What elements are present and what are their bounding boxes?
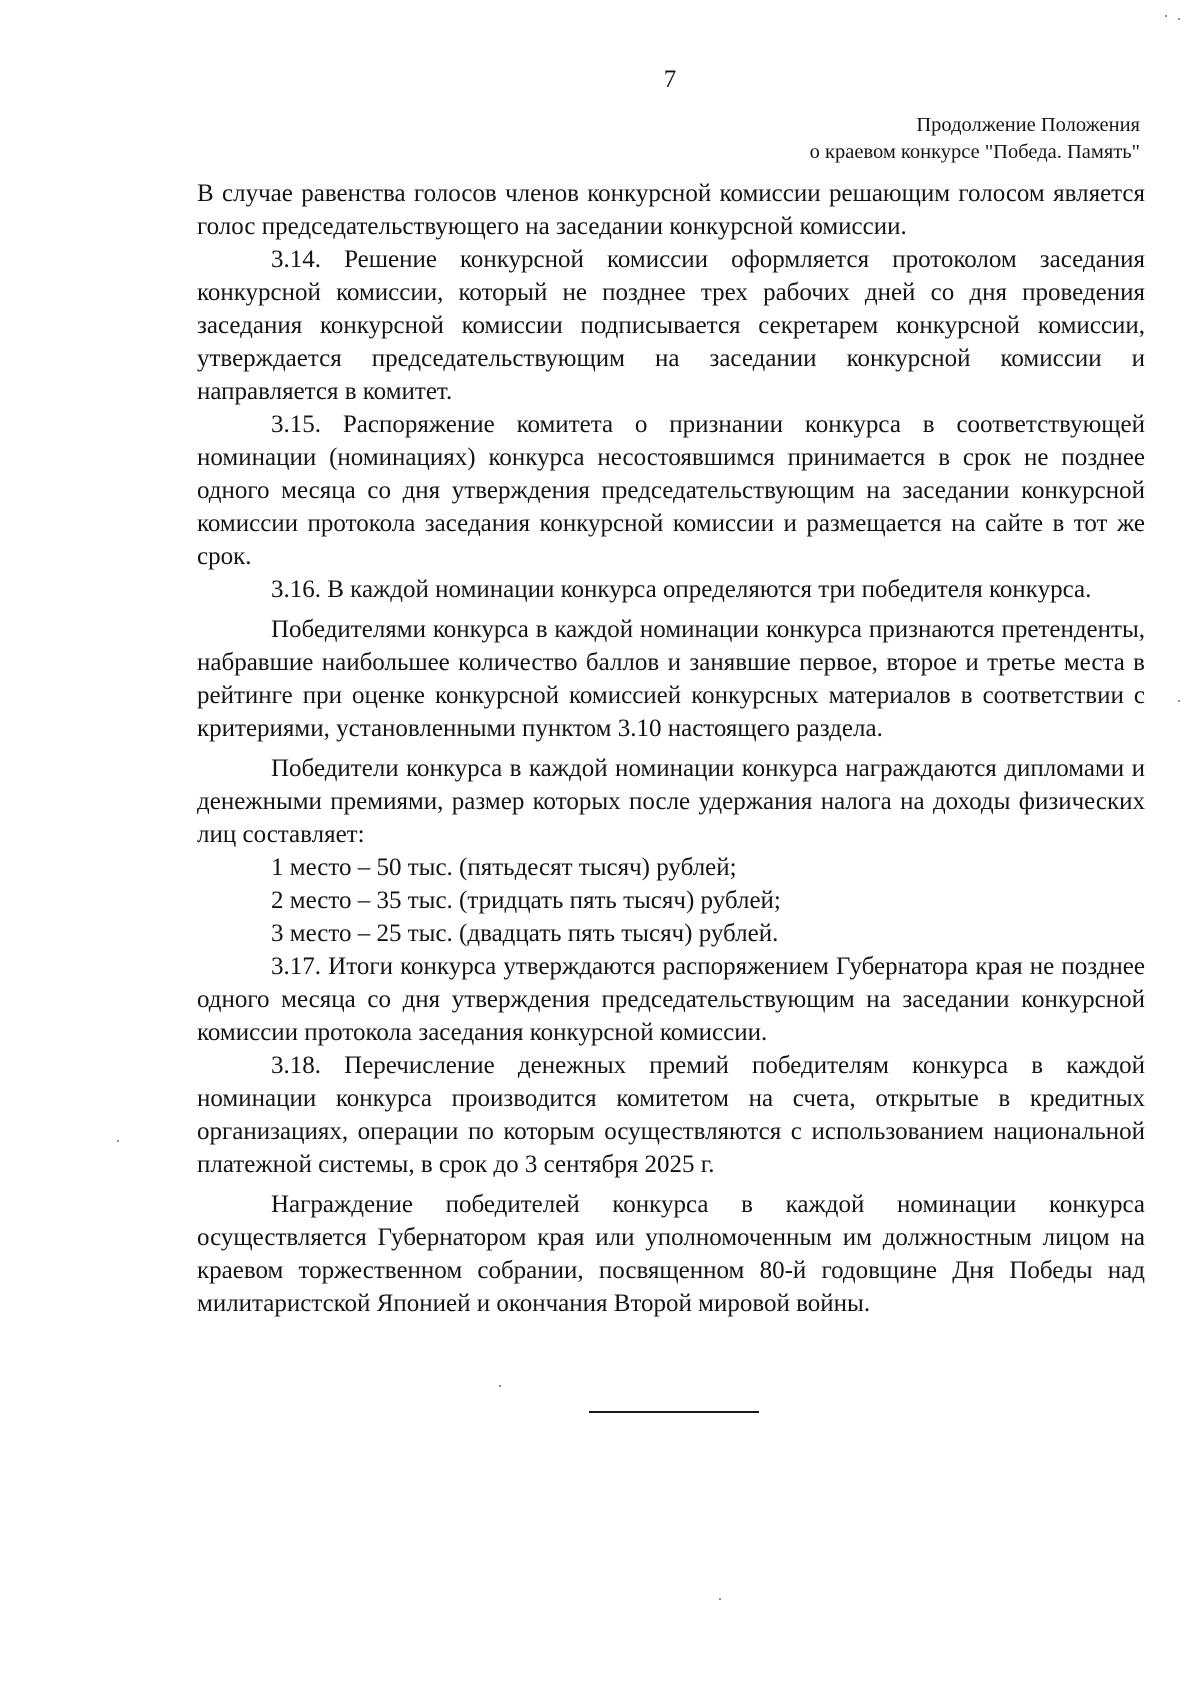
scan-speck (1178, 18, 1180, 20)
paragraph-3-14: 3.14. Решение конкурсной комиссии оформляется протоколом заседания конкурсной комиссии, который не позднее трех рабочих дней со дня проведения заседания конкурсной комиссии подписывается секретарем конкурсной комиссии, утверждается председательствующим на заседании конкурсной комиссии и направляется в комитет. (197, 246, 1145, 405)
document-body (197, 177, 1145, 1320)
scan-speck (719, 1598, 721, 1600)
header-continuation-line: Продолжение Положения (916, 114, 1140, 136)
prize-first-place: 1 место – 50 тыс. (пятьдесят тысяч) рублей; (271, 854, 737, 881)
scan-speck (499, 1385, 501, 1387)
scan-speck (1178, 700, 1180, 702)
paragraph-3-16: 3.16. В каждой номинации конкурса определяются три победителя конкурса. (271, 576, 1092, 603)
document-header-note (680, 112, 1140, 166)
paragraph-3-18: 3.18. Перечисление денежных премий победителям конкурса в каждой номинации конкурса производится комитетом на счета, открытые в кредитных организациях, операции по которым осуществляются с использованием национальной платежной системы, в срок до 3 сентября 2025 г. (197, 1052, 1145, 1178)
paragraph-vote-tie: В случае равенства голосов членов конкурсной комиссии решающим голосом является голос председательствующего на заседании конкурсной комиссии. (197, 180, 1145, 240)
scan-speck (117, 1140, 119, 1142)
paragraph-3-17: 3.17. Итоги конкурса утверждаются распоряжением Губернатора края не позднее одного месяца со дня утверждения председательствующим на заседании конкурсной комиссии протокола заседания конкурсной комиссии. (197, 953, 1145, 1046)
closing-rule (589, 1411, 759, 1413)
paragraph-3-15: 3.15. Распоряжение комитета о признании конкурса в соответствующей номинации (номинациях) конкурса несостоявшимся принимается в срок не позднее одного месяца со дня утверждения председательствующим на заседании конкурсной комиссии протокола заседания конкурсной комиссии и размещается на сайте в тот же срок. (197, 411, 1145, 570)
scan-speck (1165, 15, 1167, 17)
header-title-line: о краевом конкурсе "Победа. Память" (809, 141, 1140, 163)
prize-second-place: 2 место – 35 тыс. (тридцать пять тысяч) рублей; (271, 887, 781, 914)
paragraph-winners-definition: Победителями конкурса в каждой номинации конкурса признаются претенденты, набравшие наибольшее количество баллов и занявшие первое, второе и третье места в рейтинге при оценке конкурсной комиссией конкурсных материалов в соответствии с критериями, установленными пунктом 3.10 настоящего раздела. (197, 616, 1145, 742)
page-number: 7 (663, 66, 677, 93)
paragraph-award-ceremony: Награждение победителей конкурса в каждой номинации конкурса осуществляется Губернатором края или уполномоченным им должностным лицом на краевом торжественном собрании, посвященном 80-й годовщине Дня Победы над милитаристской Японией и окончания Второй мировой войны. (197, 1191, 1145, 1317)
prize-third-place: 3 место – 25 тыс. (двадцать пять тысяч) рублей. (271, 920, 779, 947)
paragraph-awards: Победители конкурса в каждой номинации конкурса награждаются дипломами и денежными премиями, размер которых после удержания налога на доходы физических лиц составляет: (197, 755, 1145, 848)
